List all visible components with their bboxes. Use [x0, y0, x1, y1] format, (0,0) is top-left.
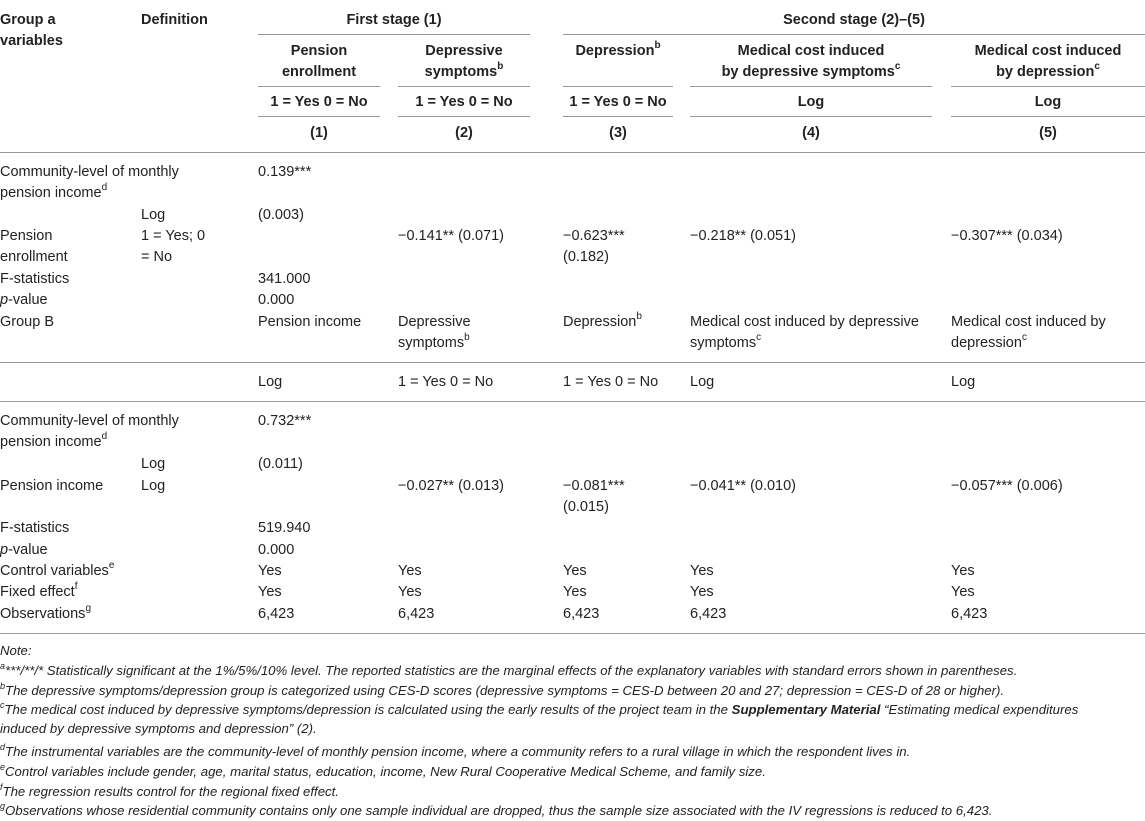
header-first-stage: First stage (1): [346, 12, 442, 28]
rule-table-bottom: [0, 633, 1145, 634]
ctrl-c3: Yes: [563, 563, 587, 579]
num-col4: (4): [802, 125, 820, 141]
header-second-stage: Second stage (2)–(5): [783, 12, 925, 28]
b-pi-col2: −0.027** (0.013): [398, 478, 505, 494]
fe-c2: Yes: [398, 584, 422, 600]
ctrl-label: Control variables$^e$: [0, 560, 115, 579]
rule-col3: [563, 86, 673, 87]
rule-header-bottom: [0, 152, 1145, 153]
header-definition: Definition: [141, 12, 208, 28]
b-c4: Medical cost induced by depressive symptoms$^c$: [690, 314, 919, 351]
b-u2: 1 = Yes 0 = No: [398, 374, 494, 390]
note-e: $^e$Control variables include gender, age, marital status, education, income, New Rural Cooperative Medical Scheme, and family size.: [0, 761, 766, 779]
unit-col3: 1 = Yes 0 = No: [569, 94, 667, 110]
num-col2: (2): [455, 125, 473, 141]
a-p-label: p-value: [0, 292, 48, 308]
a-iv-se: (0.003): [258, 207, 304, 223]
unit-col4: Log: [797, 94, 825, 110]
b-pi-col3: −0.081*** (0.015): [563, 478, 625, 515]
obs-c2: 6,423: [398, 606, 435, 622]
rule-col4: [690, 86, 932, 87]
a-pe-col4: −0.218** (0.051): [690, 228, 797, 244]
header-col4: Medical cost induced by depressive symptoms$^c$: [721, 43, 901, 80]
a-iv-label: Community-level of monthly pension income$^d$: [0, 164, 179, 201]
header-col5: Medical cost induced by depression$^c$: [974, 43, 1122, 80]
rule-first-stage: [258, 34, 530, 35]
rule2-col2: [398, 116, 530, 117]
rule-second-stage: [563, 34, 1145, 35]
obs-c1: 6,423: [258, 606, 295, 622]
note-b: $^b$The depressive symptoms/depression group is categorized using CES-D scores (depressive symptoms = CES-D between 20 and 27; depression = CES-D of 28 or higher).: [0, 680, 1005, 698]
b-u5: Log: [951, 374, 976, 390]
b-pval: 0.000: [258, 542, 295, 558]
a-fstat: 341.000: [258, 271, 311, 287]
rule-col2: [398, 86, 530, 87]
fe-c4: Yes: [690, 584, 714, 600]
rule-col1: [258, 86, 380, 87]
header-col1: Pension enrollment: [281, 43, 357, 80]
obs-c3: 6,423: [563, 606, 600, 622]
header-col2: Depressive symptoms$^b$: [424, 43, 504, 80]
b-iv-label: Community-level of monthly pension income$^d$: [0, 413, 179, 450]
obs-c5: 6,423: [951, 606, 988, 622]
a-pval: 0.000: [258, 292, 295, 308]
ctrl-c1: Yes: [258, 563, 282, 579]
note-g: $^g$Observations whose residential community contains only one sample individual are dropped, thus the sample size associated with the IV regressions is reduced to 6,423.: [0, 800, 993, 818]
b-pi-label: Pension income: [0, 478, 104, 494]
ctrl-c4: Yes: [690, 563, 714, 579]
num-col5: (5): [1039, 125, 1057, 141]
header-group-a: Group a variables: [0, 12, 63, 49]
ctrl-c5: Yes: [951, 563, 975, 579]
note-title: Note:: [0, 643, 32, 658]
b-u3: 1 = Yes 0 = No: [563, 374, 659, 390]
b-pi-col5: −0.057*** (0.006): [951, 478, 1063, 494]
b-c3: Depression$^b$: [563, 311, 642, 330]
fe-c3: Yes: [563, 584, 587, 600]
unit-col2: 1 = Yes 0 = No: [415, 94, 513, 110]
b-pi-def: Log: [141, 478, 166, 494]
num-col1: (1): [310, 125, 328, 141]
obs-label: Observations$^g$: [0, 603, 91, 622]
header-col3: Depression$^b$: [575, 40, 661, 59]
note-a: $^a$***/**/* Statistically significant at the 1%/5%/10% level. The reported statistics are the marginal effects of the explanatory variables with standard errors shown in parentheses.: [0, 660, 1018, 678]
b-pi-col4: −0.041** (0.010): [690, 478, 797, 494]
rule2-col4: [690, 116, 932, 117]
b-c2: Depressive symptoms$^b$: [398, 314, 471, 351]
ctrl-c2: Yes: [398, 563, 422, 579]
unit-col1: 1 = Yes 0 = No: [270, 94, 368, 110]
a-pe-label: Pension enrollment: [0, 228, 68, 265]
unit-col5: Log: [1034, 94, 1062, 110]
fe-c1: Yes: [258, 584, 282, 600]
num-col3: (3): [609, 125, 627, 141]
rule-b-top: [0, 362, 1145, 363]
rule-col5: [951, 86, 1145, 87]
a-pe-def: 1 = Yes; 0 = No: [141, 228, 206, 265]
a-pe-col5: −0.307*** (0.034): [951, 228, 1063, 244]
b-iv-se: (0.011): [258, 456, 303, 472]
note-d: $^d$The instrumental variables are the community-level of monthly pension income, where a community refers to a rural village in which the respondent lives in.: [0, 741, 911, 759]
b-label: Group B: [0, 314, 54, 330]
a-pe-col2: −0.141** (0.071): [398, 228, 505, 244]
b-u1: Log: [258, 374, 283, 390]
b-fstat-label: F-statistics: [0, 520, 70, 536]
b-fstat: 519.940: [258, 520, 311, 536]
rule-b-units: [0, 401, 1145, 402]
b-iv-def: Log: [141, 456, 166, 472]
b-c1: Pension income: [258, 314, 362, 330]
fe-label: Fixed effect$^f$: [0, 581, 78, 600]
b-p-label: p-value: [0, 542, 48, 558]
rule2-col3: [563, 116, 673, 117]
a-fstat-label: F-statistics: [0, 271, 70, 287]
a-pe-col3: −0.623*** (0.182): [563, 228, 625, 265]
b-c5: Medical cost induced by depression$^c$: [951, 314, 1106, 351]
b-u4: Log: [690, 374, 715, 390]
note-c: $^c$The medical cost induced by depressive symptoms/depression is calculated using the early results of the project team in the Supplementary Material “Estimating medical expenditures induced by depressive symptoms and depression” (2).: [0, 699, 1079, 736]
b-iv-coef: 0.732***: [258, 413, 312, 429]
rule2-col1: [258, 116, 380, 117]
obs-c4: 6,423: [690, 606, 727, 622]
a-iv-coef: 0.139***: [258, 164, 312, 180]
fe-c5: Yes: [951, 584, 975, 600]
a-iv-def: Log: [141, 207, 166, 223]
rule2-col5: [951, 116, 1145, 117]
note-f: $^f$The regression results control for the regional fixed effect.: [0, 781, 339, 799]
